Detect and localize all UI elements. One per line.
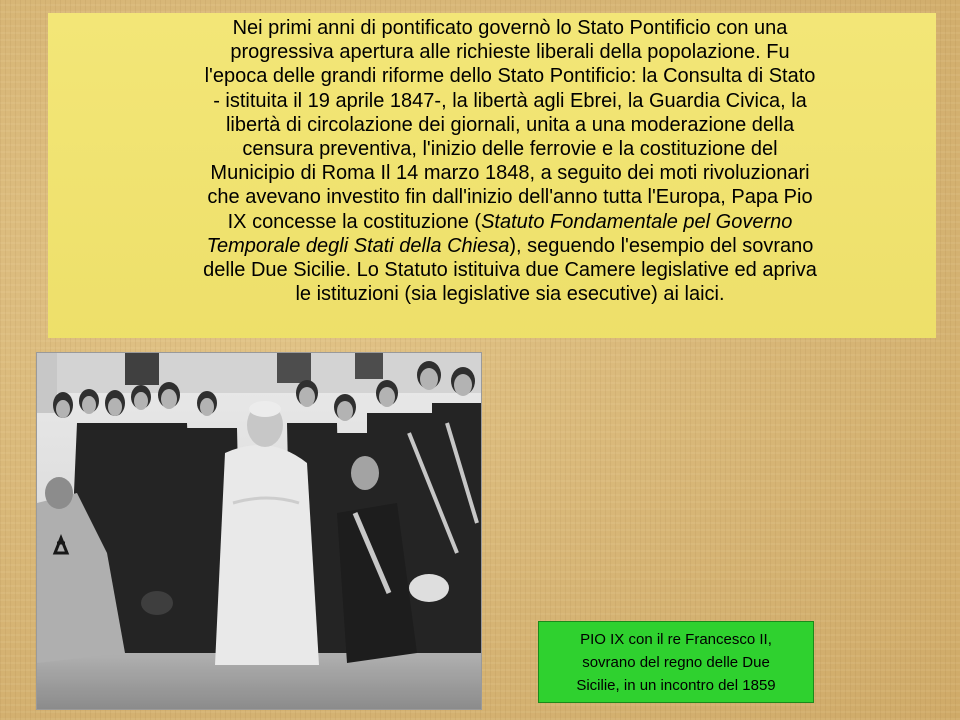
photo-caption [544, 628, 808, 697]
paragraph-line: che avevano investito fin dall'inizio dell'anno tutta l'Europa, Papa Pio [207, 186, 813, 209]
paragraph-line: censura preventiva, l'inizio delle ferrovie e la costituzione del [242, 138, 778, 161]
paragraph-line: l'epoca delle grandi riforme dello Stato Pontificio: la Consulta di Stato [204, 65, 816, 88]
paragraph-line: progressiva apertura alle richieste liberali della popolazione. Fu [230, 41, 790, 64]
caption-line: Sicilie, in un incontro del 1859 [576, 676, 776, 694]
paragraph-line: le istituzioni (sia legislative sia esecutive) ai laici. [295, 283, 725, 306]
main-paragraph [92, 16, 928, 306]
photo-illustration [37, 353, 481, 709]
paragraph-line: libertà di circolazione dei giornali, unita a una moderazione della [225, 113, 795, 136]
paragraph-line: ), seguendo l'esempio del sovrano [509, 234, 814, 257]
statute-title-part-2: Temporale degli Stati della Chiesa [206, 234, 510, 257]
photo-caption-box [538, 621, 814, 703]
caption-line: PIO IX con il re Francesco II, [580, 630, 772, 648]
paragraph-line: Nei primi anni di pontificato governò lo Stato Pontificio con una [232, 17, 788, 39]
caption-line: sovrano del regno delle Due [582, 653, 770, 671]
paragraph-line: delle Due Sicilie. Lo Statuto istituiva due Camere legislative ed apriva [203, 259, 817, 282]
paragraph-line: IX concesse la costituzione ( [227, 210, 482, 233]
statute-title-part-1: Statuto Fondamentale pel Governo [481, 210, 793, 233]
historical-photo [36, 352, 482, 710]
paragraph-line: - istituita il 19 aprile 1847-, la libertà agli Ebrei, la Guardia Civica, la [213, 89, 807, 112]
paragraph-line: Municipio di Roma Il 14 marzo 1848, a seguito dei moti rivoluzionari [210, 162, 810, 185]
